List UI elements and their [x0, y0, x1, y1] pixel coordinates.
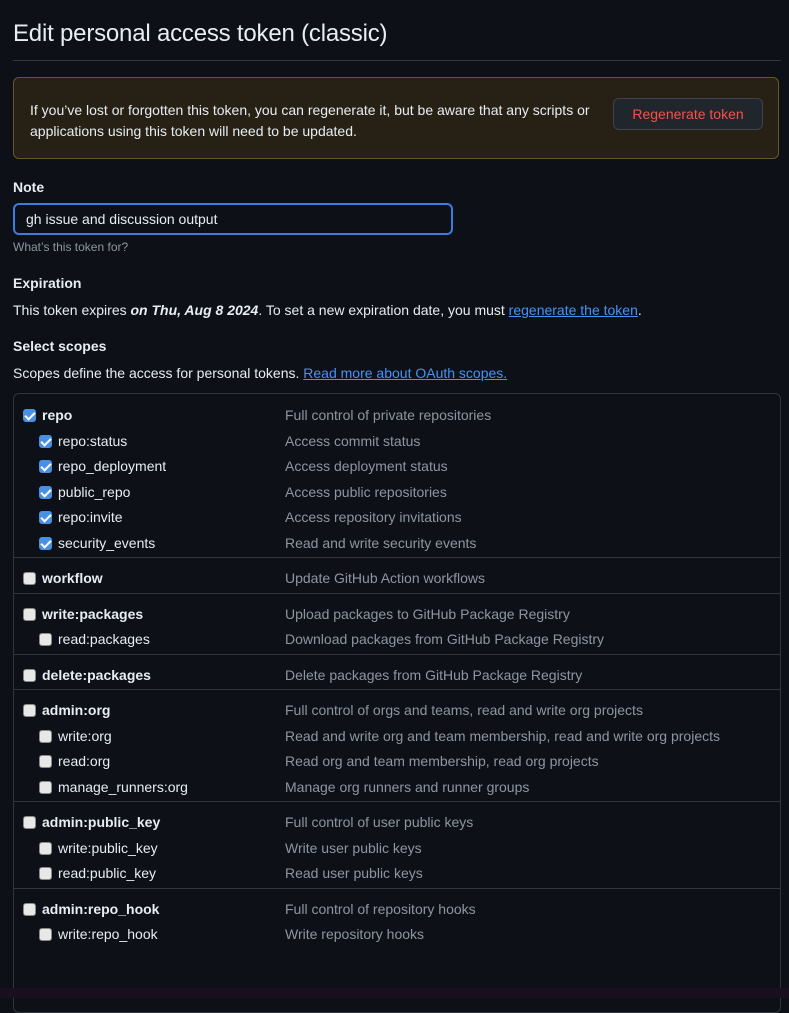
scope-checkbox[interactable]: [23, 704, 36, 717]
scope-row[interactable]: [14, 664, 780, 688]
scope-row[interactable]: [14, 811, 780, 835]
expiration-label: Expiration: [13, 275, 82, 291]
scope-name: write:packages: [42, 605, 144, 622]
scope-checkbox[interactable]: [39, 633, 52, 646]
scope-row[interactable]: [14, 404, 780, 428]
scope-group-divider: [14, 557, 780, 558]
scope-checkbox[interactable]: [23, 816, 36, 829]
scope-name: read:packages: [58, 631, 150, 647]
note-hint: What’s this token for?: [13, 240, 129, 254]
scope-name: security_events: [58, 534, 156, 551]
page-title: Edit personal access token (classic): [13, 20, 388, 47]
scope-name: repo:status: [58, 432, 128, 449]
sub-scope-row[interactable]: [14, 750, 780, 774]
scope-description: Full control of repository hooks: [285, 900, 476, 917]
sub-scope-row[interactable]: [14, 430, 780, 454]
scope-checkbox[interactable]: [39, 781, 52, 794]
scope-name: manage_runners:org: [58, 778, 188, 795]
scope-checkbox[interactable]: [39, 486, 52, 499]
expiration-text: [13, 302, 642, 318]
sub-scope-row[interactable]: [14, 862, 780, 886]
scopes-list: [13, 393, 781, 1013]
scope-description: Read org and team membership, read org projects: [285, 753, 599, 769]
regenerate-token-link[interactable]: regenerate the token: [508, 302, 638, 318]
scope-name: repo:invite: [58, 509, 123, 525]
scope-checkbox[interactable]: [23, 608, 36, 621]
scope-group-divider: [14, 654, 780, 655]
scope-name: repo: [42, 407, 73, 423]
sub-scope-row[interactable]: [14, 506, 780, 530]
scope-checkbox[interactable]: [39, 928, 52, 941]
scope-checkbox[interactable]: [39, 511, 52, 524]
scope-row[interactable]: [14, 567, 780, 591]
scope-description: Delete packages from GitHub Package Registry: [285, 666, 583, 683]
scope-row[interactable]: [14, 603, 780, 627]
scope-row[interactable]: [14, 898, 780, 922]
scope-name: delete:packages: [42, 666, 151, 683]
scope-name: admin:org: [42, 702, 111, 718]
scope-description: Access public repositories: [285, 483, 447, 500]
title-divider: [13, 60, 781, 61]
select-scopes-label: Select scopes: [13, 338, 107, 354]
scope-description: Access commit status: [285, 432, 421, 449]
sub-scope-row[interactable]: [14, 532, 780, 556]
oauth-scopes-link[interactable]: Read more about OAuth scopes.: [303, 365, 508, 381]
scope-checkbox[interactable]: [23, 572, 36, 585]
regenerate-token-button[interactable]: Regenerate token: [613, 98, 763, 130]
scope-row[interactable]: [14, 699, 780, 723]
scope-description: Access deployment status: [285, 458, 448, 474]
scope-description: Full control of user public keys: [285, 814, 474, 830]
scope-checkbox[interactable]: [39, 867, 52, 880]
scope-description: Download packages from GitHub Package Registry: [285, 631, 605, 647]
scope-name: read:org: [58, 753, 111, 769]
scope-description: Access repository invitations: [285, 509, 462, 525]
regenerate-warning-banner: [13, 77, 779, 159]
scope-group-divider: [14, 593, 780, 594]
scope-name: public_repo: [58, 483, 131, 500]
scope-name: admin:repo_hook: [42, 900, 160, 917]
expiration-date: on Thu, Aug 8 2024: [130, 302, 259, 318]
sub-scope-row[interactable]: [14, 837, 780, 861]
note-label: Note: [13, 179, 45, 195]
scope-description: Full control of private repositories: [285, 407, 492, 423]
scope-description: Read and write org and team membership, read and write org projects: [285, 727, 720, 744]
scope-group-divider: [14, 801, 780, 802]
scope-name: read:public_key: [58, 865, 157, 881]
scopes-intro-text: Scopes define the access for personal tokens.: [13, 365, 304, 381]
note-input[interactable]: [13, 203, 453, 235]
sub-scope-row[interactable]: [14, 923, 780, 947]
scope-description: Upload packages to GitHub Package Registry: [285, 605, 570, 622]
expiration-suffix: .: [637, 302, 642, 318]
scope-checkbox[interactable]: [39, 755, 52, 768]
scope-checkbox[interactable]: [23, 669, 36, 682]
scope-description: Write repository hooks: [285, 926, 425, 942]
scope-description: Manage org runners and runner groups: [285, 778, 530, 795]
sub-scope-row[interactable]: [14, 455, 780, 479]
scope-name: write:org: [58, 727, 112, 744]
scope-name: repo_deployment: [58, 458, 167, 474]
warning-text: If you’ve lost or forgotten this token, you can regenerate it, but be aware that any scripts or applications using this token will need to be updated.: [30, 102, 590, 139]
scope-name: write:repo_hook: [58, 926, 158, 942]
sub-scope-row[interactable]: [14, 628, 780, 652]
scope-checkbox[interactable]: [39, 435, 52, 448]
scope-checkbox[interactable]: [39, 730, 52, 743]
scope-name: workflow: [42, 570, 103, 586]
scope-description: Read and write security events: [285, 534, 477, 551]
scope-checkbox[interactable]: [23, 903, 36, 916]
scope-checkbox[interactable]: [23, 409, 36, 422]
scope-description: Read user public keys: [285, 865, 423, 881]
scope-description: Write user public keys: [285, 839, 422, 856]
scope-description: Full control of orgs and teams, read and write org projects: [285, 702, 643, 718]
scope-name: admin:public_key: [42, 814, 161, 830]
scope-checkbox[interactable]: [39, 537, 52, 550]
sub-scope-row[interactable]: [14, 481, 780, 505]
scope-checkbox[interactable]: [39, 842, 52, 855]
expiration-prefix: This token expires: [13, 302, 131, 318]
scope-checkbox[interactable]: [39, 460, 52, 473]
scope-description: Update GitHub Action workflows: [285, 570, 485, 586]
sub-scope-row[interactable]: [14, 725, 780, 749]
scope-group-divider: [14, 689, 780, 690]
scope-name: write:public_key: [58, 839, 158, 856]
scopes-intro: [13, 365, 507, 381]
bottom-edge-strip: [0, 988, 789, 998]
expiration-middle: . To set a new expiration date, you must: [258, 302, 509, 318]
scope-group-divider: [14, 888, 780, 889]
sub-scope-row[interactable]: [14, 776, 780, 800]
